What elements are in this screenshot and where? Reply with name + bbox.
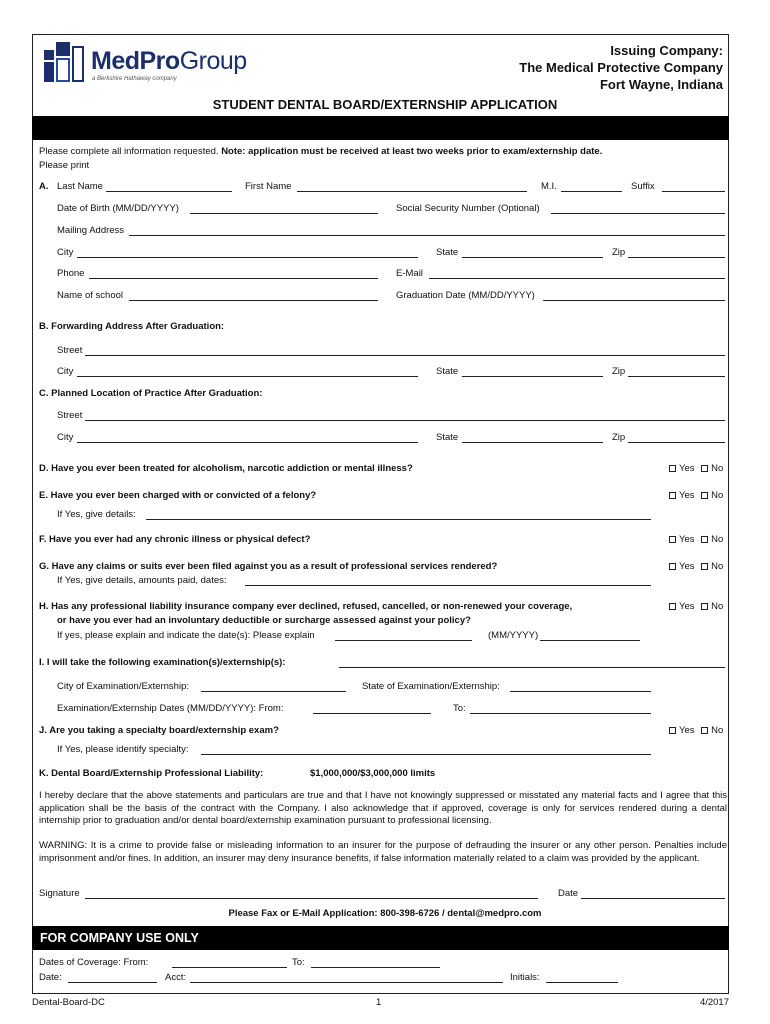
h-date-label: (MM/YYYY) [488, 630, 539, 641]
section-b-heading: B. Forwarding Address After Graduation: [39, 321, 225, 332]
print-instruction: Please print [39, 160, 90, 171]
header-bar [32, 116, 729, 140]
section-k-label: K. Dental Board/Externship Professional Liability: [39, 768, 264, 779]
e-yes-no: Yes No [669, 490, 723, 501]
specialty-label: If Yes, please identify specialty: [57, 744, 189, 755]
state-field[interactable] [462, 257, 603, 258]
mi-field[interactable] [561, 191, 622, 192]
exam-dates-label: Examination/Externship Dates (MM/DD/YYYY): From: [57, 703, 284, 714]
liability-limits: $1,000,000/$3,000,000 limits [310, 768, 436, 779]
acct-field[interactable] [190, 982, 503, 983]
dob-label: Date of Birth (MM/DD/YYYY) [57, 203, 179, 214]
d-no-checkbox[interactable] [701, 465, 708, 472]
warning-text: WARNING: It is a crime to provide false or misleading information to an insurer for the purpose of defrauding the insurer or any other person. Penalties include imprisonment and/or fines. In addition, an insurer may deny insurance benefits, if false information materially related to a claim was provided by the applicant. [39, 840, 727, 864]
form-id: Dental-Board-DC [32, 997, 105, 1008]
exam-state-label: State of Examination/Externship: [362, 681, 500, 692]
email-field[interactable] [429, 278, 725, 279]
zip-field[interactable] [628, 257, 725, 258]
f-no-checkbox[interactable] [701, 536, 708, 543]
c-state-field[interactable] [462, 442, 603, 443]
exam-city-label: City of Examination/Externship: [57, 681, 190, 692]
suffix-field[interactable] [662, 191, 725, 192]
c-zip-label: Zip [612, 432, 626, 443]
email-label: E-Mail [396, 268, 423, 279]
b-city-label: City [57, 366, 74, 377]
h-explain-label: If yes, please explain and indicate the date(s): Please explain [57, 630, 315, 641]
mailing-address-label: Mailing Address [57, 225, 125, 236]
c-city-field[interactable] [77, 442, 418, 443]
h-yes-no: Yes No [669, 601, 723, 612]
c-zip-field[interactable] [628, 442, 725, 443]
b-city-field[interactable] [77, 376, 418, 377]
initials-field[interactable] [546, 982, 618, 983]
mi-label: M.I. [541, 181, 557, 192]
j-no-checkbox[interactable] [701, 727, 708, 734]
initials-label: Initials: [510, 972, 540, 983]
medpro-logo [44, 42, 254, 86]
specialty-field[interactable] [201, 754, 651, 755]
e-details-label: If Yes, give details: [57, 509, 136, 520]
exam-city-field[interactable] [201, 691, 346, 692]
c-state-label: State [436, 432, 459, 443]
phone-field[interactable] [89, 278, 378, 279]
coverage-to-label: To: [292, 957, 305, 968]
h-explain-field[interactable] [335, 640, 472, 641]
suffix-label: Suffix [631, 181, 655, 192]
j-yes-checkbox[interactable] [669, 727, 676, 734]
section-a-letter: A. [39, 181, 49, 192]
exam-to-label: To: [453, 703, 466, 714]
signature-date-field[interactable] [581, 898, 725, 899]
question-h-line1: H. Has any professional liability insurance company ever declined, refused, cancelled, or non-renewed your coverage, [39, 601, 573, 612]
first-name-field[interactable] [297, 191, 527, 192]
signature-date-label: Date [558, 888, 579, 899]
g-yes-no: Yes No [669, 561, 723, 572]
g-details-field[interactable] [245, 585, 651, 586]
question-f: F. Have you ever had any chronic illness or physical defect? [39, 534, 311, 545]
b-zip-label: Zip [612, 366, 626, 377]
b-state-field[interactable] [462, 376, 603, 377]
g-details-label: If Yes, give details, amounts paid, dates: [57, 575, 227, 586]
question-g: G. Have any claims or suits ever been filed against you as a result of professional services rendered? [39, 561, 498, 572]
signature-field[interactable] [85, 898, 538, 899]
brand-tagline: a Berkshire Hathaway company [92, 76, 177, 82]
h-yes-checkbox[interactable] [669, 603, 676, 610]
declaration-text: I hereby declare that the above statements and particulars are true and that I have not knowingly suppressed or misstated any material facts and I agree that this application shall be the basis of the contract with the Company. I also acknowledge that if approved, coverage is only for services rendered during a dental internship prior to graduation and/or dental board/externship examination pursuant to professional licensing. [39, 790, 727, 826]
coverage-from-label: Dates of Coverage: From: [39, 957, 149, 968]
fax-email-instruction: Please Fax or E-Mail Application: 800-398-6726 / dental@medpro.com [228, 908, 542, 919]
j-yes-no: Yes No [669, 725, 723, 736]
b-state-label: State [436, 366, 459, 377]
e-yes-checkbox[interactable] [669, 492, 676, 499]
h-date-field[interactable] [540, 640, 640, 641]
exam-to-field[interactable] [470, 713, 651, 714]
question-e: E. Have you ever been charged with or convicted of a felony? [39, 490, 317, 501]
section-i-heading: I. I will take the following examination(s)/externship(s): [39, 657, 286, 668]
mailing-address-field[interactable] [129, 235, 725, 236]
school-field[interactable] [129, 300, 378, 301]
issuing-company: Issuing Company: The Medical Protective Company Fort Wayne, Indiana [519, 43, 723, 92]
d-yes-checkbox[interactable] [669, 465, 676, 472]
company-date-field[interactable] [68, 982, 157, 983]
last-name-field[interactable] [106, 191, 232, 192]
f-yes-checkbox[interactable] [669, 536, 676, 543]
question-d: D. Have you ever been treated for alcoholism, narcotic addiction or mental illness? [39, 463, 413, 474]
ssn-label: Social Security Number (Optional) [396, 203, 540, 214]
acct-label: Acct: [165, 972, 187, 983]
page-number: 1 [376, 997, 382, 1008]
exam-from-field[interactable] [313, 713, 431, 714]
city-field[interactable] [77, 257, 418, 258]
question-h-line2: or have you ever had an involuntary deductible or surcharge assessed against your policy? [57, 615, 471, 626]
signature-label: Signature [39, 888, 80, 899]
revision-date: 4/2017 [699, 997, 729, 1008]
company-date-label: Date: [39, 972, 62, 983]
exam-state-field[interactable] [510, 691, 651, 692]
brand-name: MedProGroup [91, 47, 247, 75]
e-no-checkbox[interactable] [701, 492, 708, 499]
school-label: Name of school [57, 290, 124, 301]
b-zip-field[interactable] [628, 376, 725, 377]
first-name-label: First Name [245, 181, 292, 192]
h-no-checkbox[interactable] [701, 603, 708, 610]
coverage-from-field[interactable] [172, 967, 287, 968]
phone-label: Phone [57, 268, 85, 279]
question-j: J. Are you taking a specialty board/externship exam? [39, 725, 279, 736]
g-yes-checkbox[interactable] [669, 563, 676, 570]
state-label: State [436, 247, 459, 258]
city-label: City [57, 247, 74, 258]
page-title: STUDENT DENTAL BOARD/EXTERNSHIP APPLICATION [212, 97, 558, 112]
c-street-label: Street [57, 410, 83, 421]
exams-field[interactable] [339, 667, 725, 668]
ssn-field[interactable] [551, 213, 725, 214]
intro-text: Please complete all information requested. Note: application must be received at least two weeks prior to exam/externship date. [39, 146, 603, 157]
g-no-checkbox[interactable] [701, 563, 708, 570]
zip-label: Zip [612, 247, 626, 258]
last-name-label: Last Name [57, 181, 103, 192]
e-details-field[interactable] [146, 519, 651, 520]
d-yes-no: Yes No [669, 463, 723, 474]
c-street-field[interactable] [85, 420, 725, 421]
b-street-label: Street [57, 345, 83, 356]
medpro-logo-icon [44, 42, 86, 84]
b-street-field[interactable] [85, 355, 725, 356]
f-yes-no: Yes No [669, 534, 723, 545]
c-city-label: City [57, 432, 74, 443]
grad-date-label: Graduation Date (MM/DD/YYYY) [396, 290, 535, 301]
grad-date-field[interactable] [543, 300, 725, 301]
section-c-heading: C. Planned Location of Practice After Graduation: [39, 388, 263, 399]
dob-field[interactable] [190, 213, 378, 214]
coverage-to-field[interactable] [311, 967, 440, 968]
company-use-heading: FOR COMPANY USE ONLY [32, 926, 729, 950]
